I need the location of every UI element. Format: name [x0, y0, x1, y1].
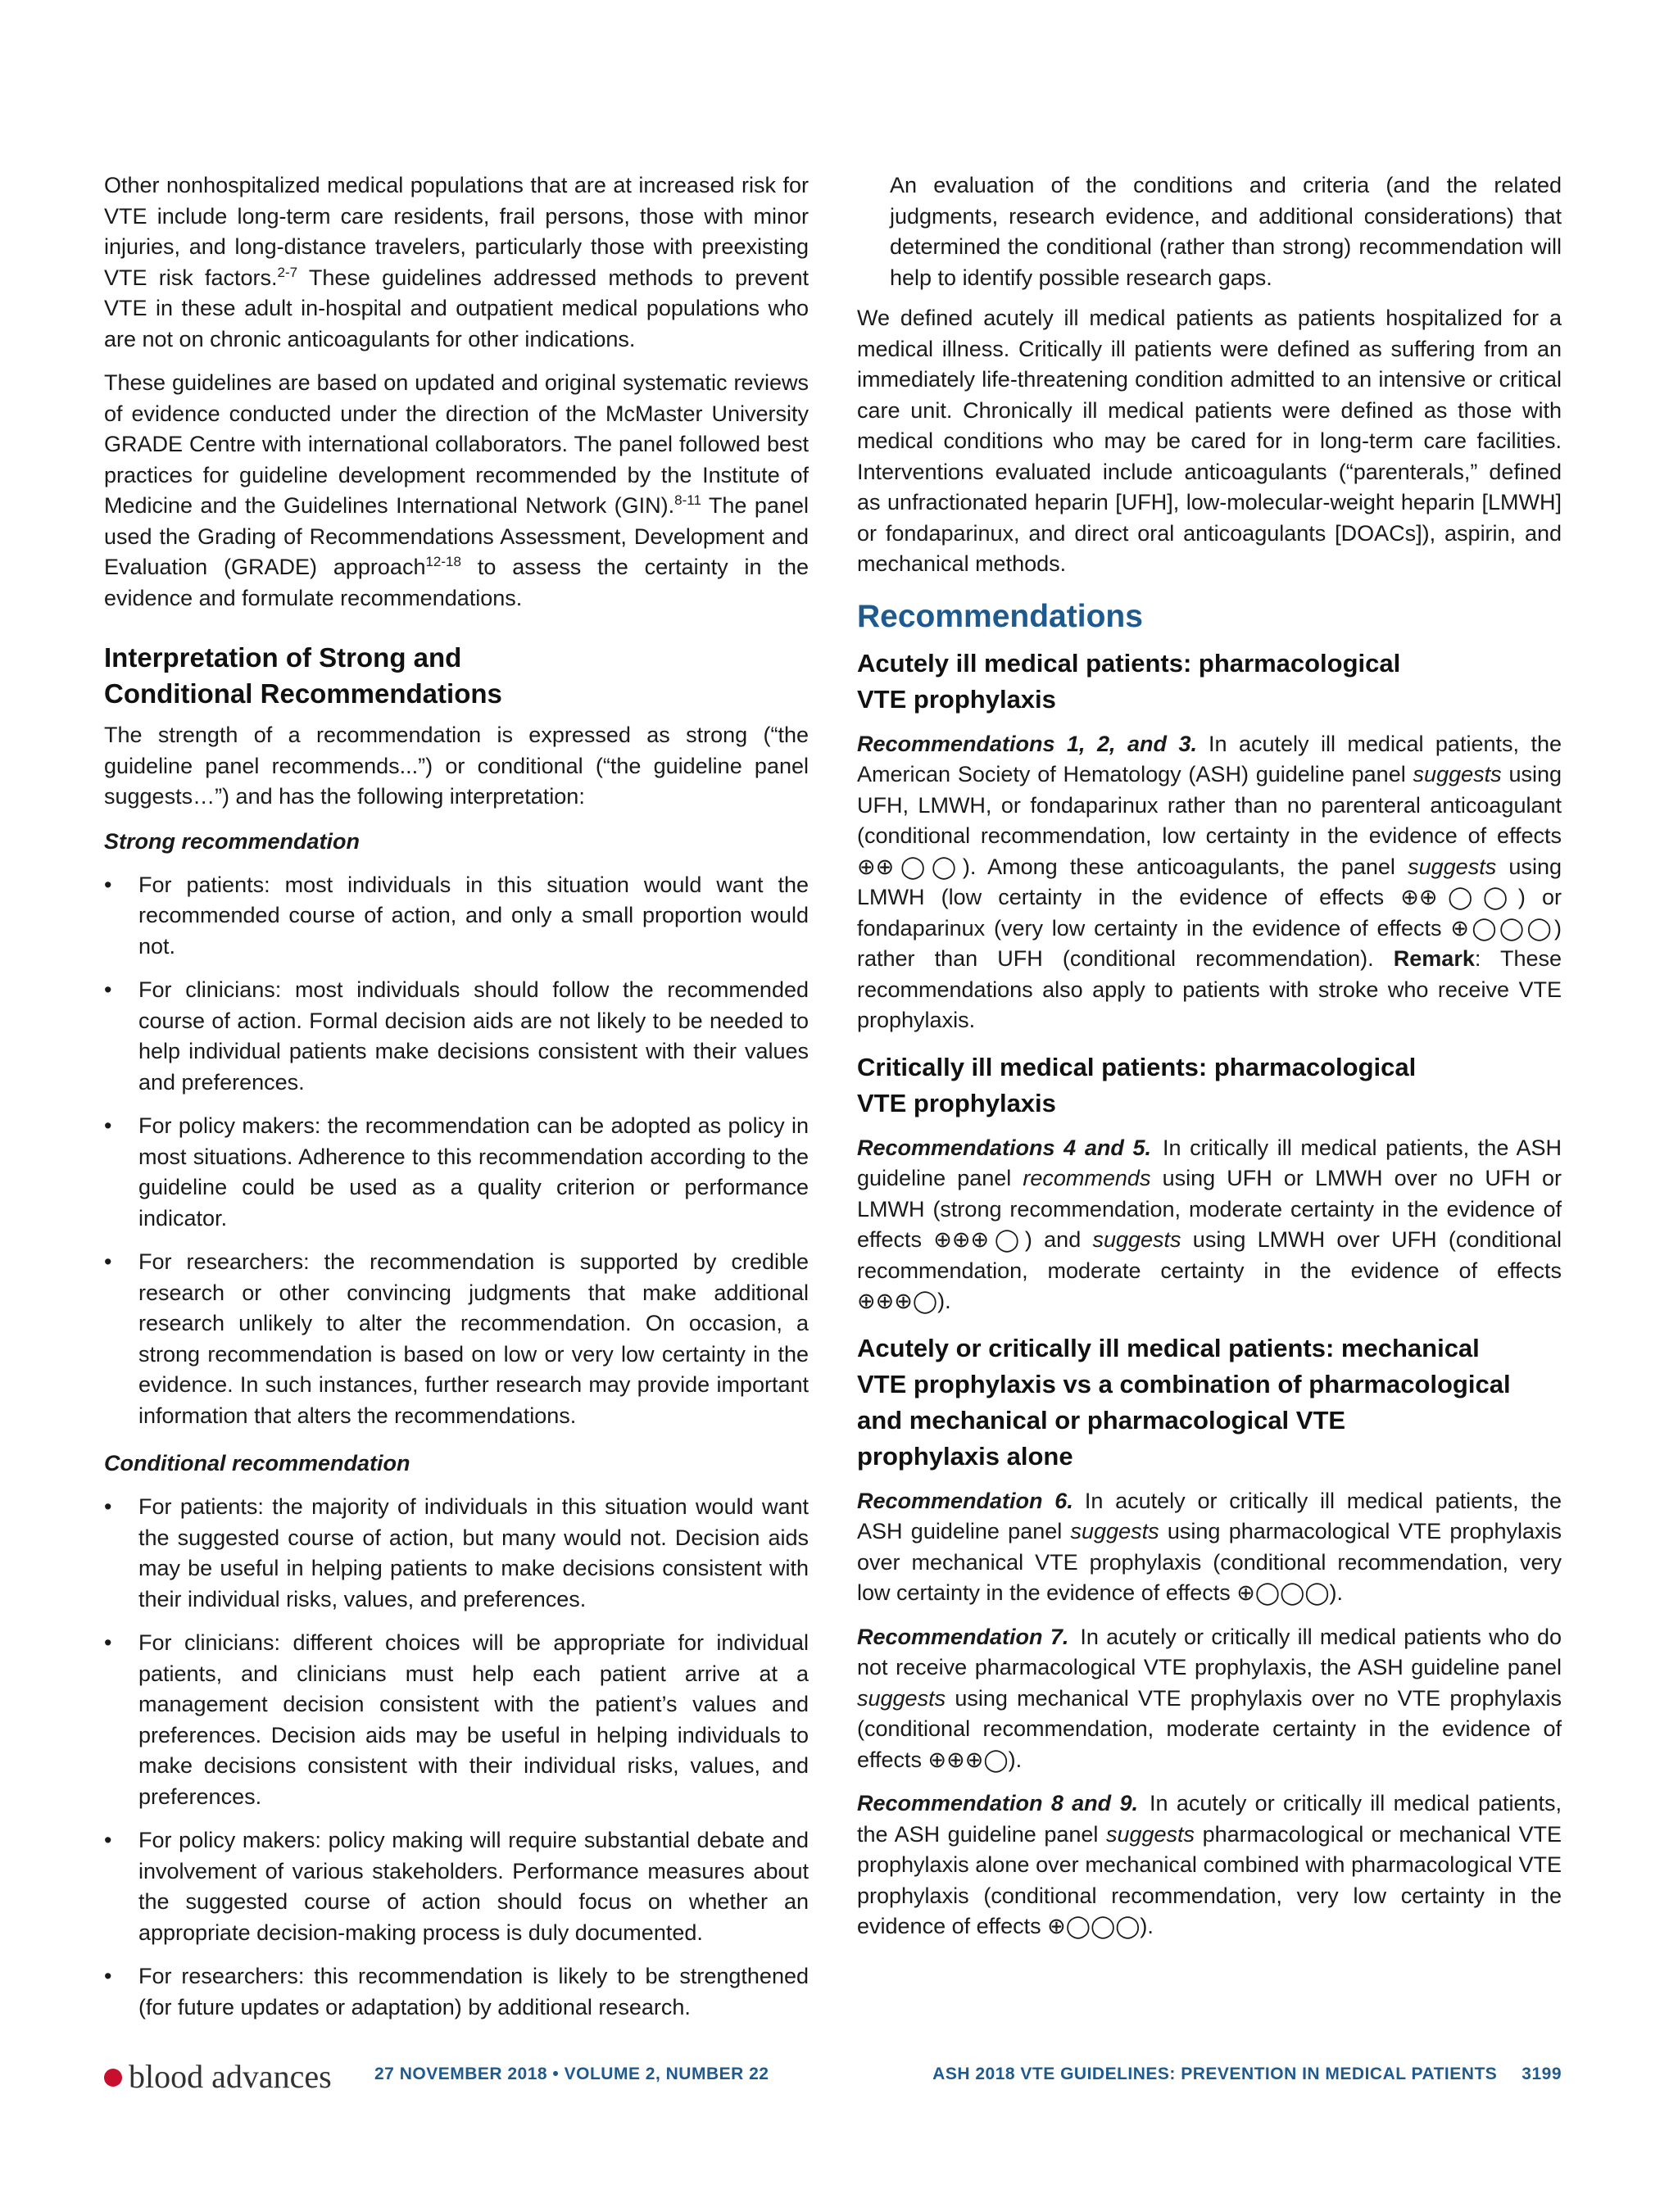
- rec-label: Recommendation 8 and 9.: [857, 1791, 1138, 1815]
- list-item: • For policy makers: the recommendation can be adopted as policy in most situations. Adherence to this recommendation according to the guideline could be used as a quality criterion or performance indicator.: [104, 1111, 809, 1234]
- left-column: [104, 170, 809, 2039]
- strong-recommendation-list: [104, 870, 809, 1432]
- subheading-acutely-ill-pharmacological: Acutely ill medical patients: pharmacological VTE prophylaxis: [857, 648, 1401, 714]
- recommendations-heading: Recommendations: [857, 598, 1143, 634]
- page-number: 3199: [1522, 2065, 1562, 2083]
- bullet-icon: •: [104, 1249, 112, 1274]
- bullet-icon: •: [104, 1828, 112, 1852]
- citation: 8-11: [674, 492, 701, 508]
- page-footer: [104, 2056, 1562, 2097]
- subheading-critically-ill-pharmacological: Critically ill medical patients: pharmacological VTE prophylaxis: [857, 1052, 1417, 1117]
- intro-paragraph-1: Other nonhospitalized medical populations that are at increased risk for VTE include long-term care residents, frail persons, those with minor injuries, and long-distance travelers, particularly those with preexisting VTE risk factors.$^{2-7}$ These guidelines addressed methods to prevent VTE in these adult in-hospital and outpatient medical populations who are not on chronic anticoagulants for other indications.: [104, 173, 810, 351]
- interpretation-paragraph: The strength of a recommendation is expressed as strong (“the guideline panel recommends...”) or conditional (“the guideline panel suggests…”) and has the following interpretation:: [104, 723, 809, 809]
- list-item: • For patients: most individuals in this situation would want the recommended course of action, and only a small proportion would not.: [104, 870, 809, 963]
- right-column: [857, 170, 1562, 1956]
- bullet-icon: •: [104, 872, 112, 897]
- rec-label: Recommendations 1, 2, and 3.: [857, 731, 1197, 756]
- rec-label: Recommendations 4 and 5.: [857, 1135, 1151, 1160]
- conditional-recommendation-list: [104, 1492, 809, 2023]
- list-item: • For researchers: this recommendation is likely to be strengthened (for future updates or adaptation) by additional research.: [104, 1961, 809, 2023]
- blood-drop-icon: [104, 2069, 122, 2087]
- recommendations-4-5: Recommendations 4 and 5. In critically ill medical patients, the ASH guideline panel recommends using UFH or LMWH over no UFH or LMWH (strong recommendation, moderate certainty in the evidence of effects ⊕⊕⊕◯) and suggests using LMWH over UFH (conditional recommendation, moderate certainty in the evidence of effects ⊕⊕⊕◯).: [857, 1135, 1562, 1313]
- list-item: • For patients: the majority of individuals in this situation would want the suggested course of action, but many would not. Decision aids may be useful in helping patients to make decisions consistent with their individual risks, values, and preferences.: [104, 1492, 809, 1615]
- bullet-icon: •: [104, 977, 112, 1002]
- citation: 2-7: [277, 264, 298, 280]
- list-item: • For researchers: the recommendation is supported by credible research or other convincing judgments that make additional research unlikely to alter the recommendation. On occasion, a strong recommendation is based on low or very low certainty in the evidence. In such instances, further research may provide important information that alters the recommendations.: [104, 1247, 809, 1431]
- list-item: • For clinicians: most individuals should follow the recommended course of action. Formal decision aids are not likely to be needed to help individual patients make decisions consistent with their values and preferences.: [104, 975, 809, 1098]
- running-title: ASH 2018 VTE GUIDELINES: PREVENTION IN MEDICAL PATIENTS 3199: [932, 2065, 1562, 2083]
- bullet-icon: •: [104, 1113, 112, 1138]
- recommendations-1-2-3: Recommendations 1, 2, and 3. In acutely ill medical patients, the American Society of Hematology (ASH) guideline panel suggests using UFH, LMWH, or fondaparinux rather than no parenteral anticoagulant (conditional recommendation, low certainty in the evidence of effects ⊕⊕◯◯). Among these anticoagulants, the panel suggests using LMWH (low certainty in the evidence of effects ⊕⊕◯◯) or fondaparinux (very low certainty in the evidence of effects ⊕◯◯◯) rather than UFH (conditional recommendation). Remark: These recommendations also apply to patients with stroke who receive VTE prophylaxis.: [857, 731, 1562, 1032]
- conditional-recommendation-heading: Conditional recommendation: [104, 1451, 410, 1475]
- intro-paragraph-2: These guidelines are based on updated and original systematic reviews of evidence conducted under the direction of the McMaster University GRADE Centre with international collaborators. The panel followed best practices for guideline development recommended by the Institute of Medicine and the Guidelines International Network (GIN).$^{8-11}$ The panel used the Grading of Recommendations Assessment, Development and Evaluation (GRADE) approach$^{12-18}$ to assess the certainty in the evidence and formulate recommendations.: [104, 370, 809, 610]
- bullet-icon: •: [104, 1630, 112, 1655]
- recommendation-6: Recommendation 6. In acutely or critically ill medical patients, the ASH guideline panel suggests using pharmacological VTE prophylaxis over mechanical VTE prophylaxis (conditional recommendation, very low certainty in the evidence of effects ⊕◯◯◯).: [857, 1488, 1562, 1605]
- bullet-icon: •: [104, 1494, 112, 1519]
- journal-logo: blood advances: [104, 2056, 332, 2097]
- rec-label: Recommendation 7.: [857, 1624, 1069, 1649]
- citation: 12-18: [425, 554, 461, 569]
- rec-label: Recommendation 6.: [857, 1488, 1073, 1513]
- issue-info: 27 NOVEMBER 2018 • VOLUME 2, NUMBER 22: [374, 2065, 769, 2083]
- definitions-paragraph: We defined acutely ill medical patients as patients hospitalized for a medical illness. Critically ill patients were defined as suffering from an immediately life-threatening condition admitted to an intensive or critical care unit. Chronically ill medical patients were defined as those with medical conditions who may be cared for in long-term care facilities. Interventions evaluated include anticoagulants (“parenterals,” defined as unfractionated heparin [UFH], low-molecular-weight heparin [LMWH] or fondaparinux, and direct oral anticoagulants [DOACs]), aspirin, and mechanical methods.: [857, 306, 1562, 576]
- recommendation-7: Recommendation 7. In acutely or critically ill medical patients who do not receive pharmacological VTE prophylaxis, the ASH guideline panel suggests using mechanical VTE prophylaxis over no VTE prophylaxis (conditional recommendation, moderate certainty in the evidence of effects ⊕⊕⊕◯).: [857, 1624, 1562, 1772]
- bullet-icon: •: [104, 1964, 112, 1988]
- list-item: • For clinicians: different choices will be appropriate for individual patients, and clinicians must help each patient arrive at a management decision consistent with the patient’s values and preferences. Decision aids may be useful in helping individuals to make decisions consistent with their individual risks, values, and preferences.: [104, 1628, 809, 1812]
- subheading-mechanical-prophylaxis: Acutely or critically ill medical patients: mechanical VTE prophylaxis vs a combination of pharmacological and mechanical or pharmacological VTE prophylaxis alone: [857, 1333, 1511, 1471]
- recommendation-8-9: Recommendation 8 and 9. In acutely or critically ill medical patients, the ASH guideline panel suggests pharmacological or mechanical VTE prophylaxis alone over mechanical combined with pharmacological VTE prophylaxis (conditional recommendation, very low certainty in the evidence of effects ⊕◯◯◯).: [857, 1791, 1562, 1938]
- strong-recommendation-heading: Strong recommendation: [104, 828, 361, 854]
- indented-paragraph: An evaluation of the conditions and criteria (and the related judgments, research evidence, and additional considerations) that determined the conditional (rather than strong) recommendation will help to identify possible research gaps.: [890, 173, 1562, 290]
- section-heading-interpretation: Interpretation of Strong and Conditional Recommendations: [104, 642, 502, 709]
- list-item: • For policy makers: policy making will require substantial debate and involvement of various stakeholders. Performance measures about the suggested course of action should focus on whether an appropriate decision-making process is duly documented.: [104, 1825, 809, 1948]
